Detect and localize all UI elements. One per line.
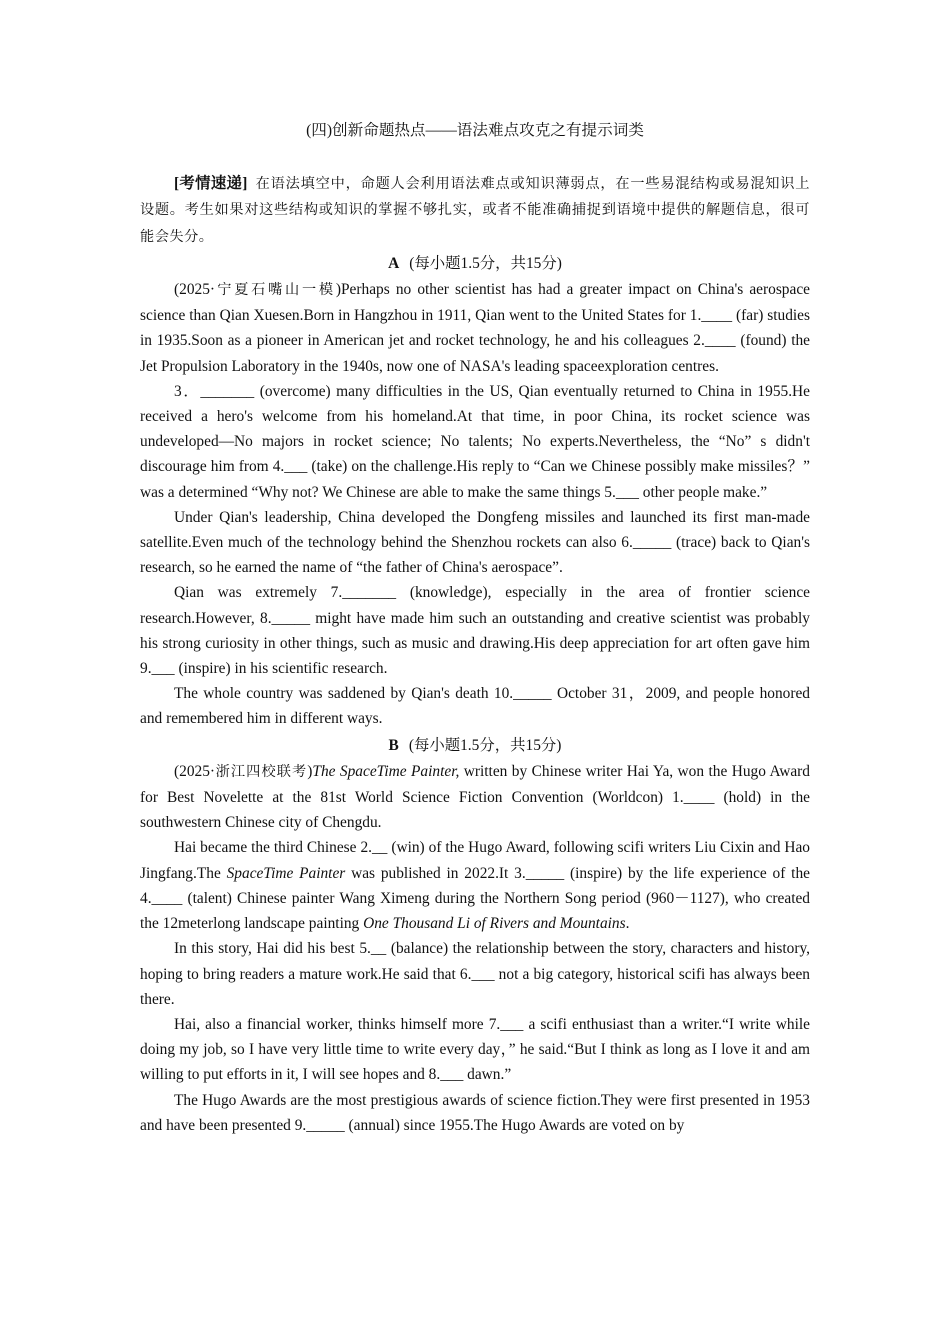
section-a-source: 宁夏石嘴山一模 xyxy=(215,282,336,299)
document-page xyxy=(140,118,810,1138)
section-b-paragraph-2: Hai became the third Chinese 2.__ (win) of the Hugo Award, following scifi writers Liu Cixin and Hao Jingfang.The SpaceTime Painter was published in 2022.It 3._____ (inspire) by the life experience of the 4.____ (talent) Chinese painter Wang Ximeng during the Northern Song period (960－1127), who created the 12meterlong landscape painting One Thousand Li of Rivers and Mountains. xyxy=(140,839,810,933)
section-b-paragraph-5: The Hugo Awards are the most prestigious awards of science fiction.They were first presented in 1953 and have been presented 9._____ (annual) since 1955.The Hugo Awards are voted on by xyxy=(140,1091,810,1134)
painting-title: One Thousand Li of Rivers and Mountains xyxy=(363,915,626,933)
section-b-score: (每小题1.5分，共15分) xyxy=(408,736,562,754)
section-a-paragraph-1: (2025·宁夏石嘴山一模)Perhaps no other scientist has had a greater impact on China's aerospace science than Qian Xuesen.Born in Hangzhou in 1911, Qian went to the United States for 1.____ (far) studies in 1935.Soon as a pioneer in American jet and rocket technology, he and his colleagues 2.____ (found) the Jet Propulsion Laboratory in the 1940s, now one of NASA's leading spaceexploration centres. xyxy=(140,281,810,375)
section-b-paragraph-3: In this story, Hai did his best 5.__ (balance) the relationship between the story, characters and history, hoping to bring readers a mature work.He said that 6.___ not a big category, historical scifi has always been there. xyxy=(140,940,810,1008)
page-title: (四)创新命题热点——语法难点攻克之有提示词类 xyxy=(306,122,644,139)
section-b-paragraph-4: Hai, also a financial worker, thinks himself more 7.___ a scifi enthusiast than a writer.“I write while doing my job, so I have very little time to write every day，” he said.“But I think as long as I love it and am willing to put efforts in it, I will see hopes and 8.___ dawn.” xyxy=(140,1015,810,1084)
section-a-paragraph-2: 3．_______ (overcome) many difficulties in the US, Qian eventually returned to China in 1955.He received a hero's welcome from his homeland.At that time, in poor China, its rocket science was undeveloped—No majors in rocket science; No talents; No experts.Nevertheless, the “No” s didn't discourage him from 4.___ (take) on the challenge.His reply to “Can we Chinese possibly make missiles？” was a determined “Why not? We Chinese are able to make the same things 5.___ other people make.” xyxy=(140,382,810,501)
section-a-paragraph-3: Under Qian's leadership, China developed the Dongfeng missiles and launched its first man-made satellite.Even much of the technology behind the Shenzhou rockets can also 6._____ (trace) back to Qian's research, so he earned the name of “the father of China's aerospace”. xyxy=(140,508,810,577)
section-b-paragraph-1: (2025·浙江四校联考)The SpaceTime Painter, written by Chinese writer Hai Ya, won the Hugo Award for Best Novelette at the 81st World Science Fiction Convention (Worldcon) 1.____ (hold) in the southwestern Chinese city of Chengdu. xyxy=(140,762,810,832)
section-a-heading xyxy=(140,251,810,276)
intro-text: 在语法填空中，命题人会利用语法难点或知识薄弱点，在一些易混结构或易混知识上设题。考生如果对这些结构或知识的掌握不够扎实，或者不能准确捕捉到语境中提供的解题信息，很可能会失分。 xyxy=(140,176,810,245)
section-a-paragraph-5: The whole country was saddened by Qian's death 10._____ October 31，2009, and people honored and remembered him in different ways. xyxy=(140,685,810,728)
section-a-paragraph-4: Qian was extremely 7._______ (knowledge), especially in the area of frontier science research.However, 8._____ might have made him such an outstanding and creative scientist was probably his strong curiosity in other things, such as music and drawing.His deep appreciation for art often gave him 9.___ (inspire) in his scientific research. xyxy=(140,584,810,678)
section-a-letter: A xyxy=(388,254,400,272)
intro-paragraph xyxy=(140,171,810,250)
section-b-letter: B xyxy=(388,736,399,754)
book-title: The SpaceTime Painter, xyxy=(312,762,460,780)
section-b-source: 浙江四校联考 xyxy=(215,763,308,780)
section-b-heading xyxy=(140,733,810,758)
intro-label: [考情速递] xyxy=(174,175,248,193)
section-a-score: (每小题1.5分，共15分) xyxy=(409,254,562,272)
